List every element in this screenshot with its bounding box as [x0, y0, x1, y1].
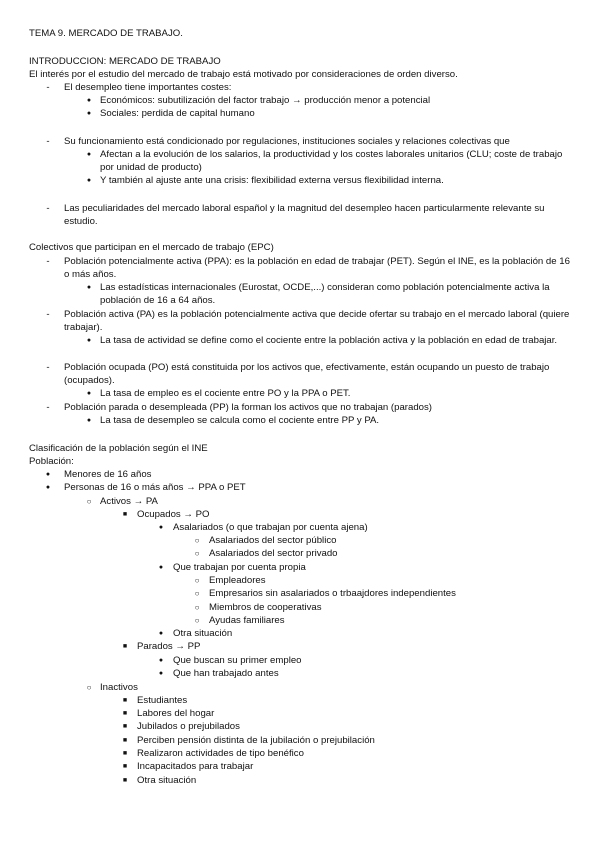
- square-bullet: ■: [122, 777, 128, 784]
- square-bullet: ■: [122, 737, 128, 744]
- poblacion-label: Población:: [29, 456, 74, 467]
- dot-bullet: ●: [86, 97, 92, 104]
- tree-trabajado-antes: Que han trabajado antes: [173, 668, 279, 679]
- tree-ocupados: Ocupados → PO: [137, 509, 210, 520]
- circle-bullet: ○: [86, 497, 92, 506]
- tree-asalariados-publico: Asalariados del sector público: [209, 535, 337, 546]
- dot-bullet: ●: [158, 524, 164, 531]
- dot-bullet: ●: [86, 337, 92, 344]
- tree-incapacitados: Incapacitados para trabajar: [137, 761, 254, 772]
- intro-item-1: El desempleo tiene importantes costes:: [64, 82, 232, 93]
- colectivo-pa-sub: La tasa de actividad se define como el cociente entre la población activa y la población en edad de trabajar.: [100, 335, 558, 346]
- intro-item-2: Su funcionamiento está condicionado por regulaciones, instituciones sociales y relaciones colectivas que: [64, 136, 510, 147]
- tree-estudiantes: Estudiantes: [137, 695, 188, 706]
- tree-labores-hogar: Labores del hogar: [137, 708, 215, 719]
- intro-lead: El interés por el estudio del mercado de trabajo está motivado por consideraciones de orden diverso.: [29, 69, 458, 80]
- dot-bullet: ●: [86, 177, 92, 184]
- square-bullet: ■: [122, 723, 128, 730]
- dash-bullet: -: [46, 82, 50, 93]
- tree-benefico: Realizaron actividades de tipo benéfico: [137, 748, 304, 759]
- intro-item-3: Las peculiaridades del mercado laboral español y la magnitud del desempleo hacen particularmente relevante su estudio.: [64, 203, 545, 227]
- tree-cuenta-propia: Que trabajan por cuenta propia: [173, 562, 306, 573]
- tree-empleadores: Empleadores: [209, 575, 266, 586]
- colectivo-pa: Población activa (PA) es la población potencialmente activa que decide ofertar su trabajo en el mercado laboral (quiere trabajar).: [64, 309, 570, 333]
- dash-bullet: -: [46, 136, 50, 147]
- tree-empresarios: Empresarios sin asalariados o trbaajdores independientes: [209, 588, 456, 599]
- dash-bullet: -: [46, 203, 50, 214]
- dot-bullet: ●: [86, 284, 92, 291]
- circle-bullet: ○: [194, 536, 200, 545]
- dot-bullet: ●: [158, 564, 164, 571]
- intro-item-1-sub-2: Sociales: perdida de capital humano: [100, 108, 255, 119]
- square-bullet: ■: [122, 643, 128, 650]
- tree-otra-situacion-ocupados: Otra situación: [173, 628, 233, 639]
- circle-bullet: ○: [86, 683, 92, 692]
- document-title: TEMA 9. MERCADO DE TRABAJO.: [29, 28, 183, 39]
- tree-personas-16: Personas de 16 o más años → PPA o PET: [64, 482, 246, 493]
- dash-bullet: -: [46, 362, 50, 373]
- dot-bullet: ●: [45, 484, 51, 491]
- circle-bullet: ○: [194, 603, 200, 612]
- tree-activos: Activos → PA: [100, 496, 158, 507]
- circle-bullet: ○: [194, 576, 200, 585]
- dash-bullet: -: [46, 309, 50, 320]
- dot-bullet: ●: [86, 417, 92, 424]
- dot-bullet: ●: [158, 670, 164, 677]
- dot-bullet: ●: [86, 390, 92, 397]
- circle-bullet: ○: [194, 616, 200, 625]
- circle-bullet: ○: [194, 589, 200, 598]
- clasificacion-heading: Clasificación de la población según el INE: [29, 443, 208, 454]
- tree-otra-situacion-inactivos: Otra situación: [137, 775, 197, 786]
- colectivo-po: Población ocupada (PO) está constituida por los activos que, efectivamente, están ocupando un puesto de trabajo (ocupados).: [64, 362, 550, 386]
- tree-pension: Perciben pensión distinta de la jubilación o prejubilación: [137, 735, 375, 746]
- dash-bullet: -: [46, 402, 50, 413]
- dash-bullet: -: [46, 256, 50, 267]
- tree-inactivos: Inactivos: [100, 682, 138, 693]
- dot-bullet: ●: [86, 151, 92, 158]
- square-bullet: ■: [122, 710, 128, 717]
- colectivo-pp-sub: La tasa de desempleo se calcula como el cociente entre PP y PA.: [100, 415, 380, 426]
- intro-item-2-sub-1: Afectan a la evolución de los salarios, la productividad y los costes laborales unitarios (CLU; coste de trabajo por unidad de producto): [100, 149, 563, 173]
- dot-bullet: ●: [158, 630, 164, 637]
- tree-cooperativas: Miembros de cooperativas: [209, 602, 322, 613]
- tree-asalariados-privado: Asalariados del sector privado: [209, 548, 338, 559]
- dot-bullet: ●: [45, 471, 51, 478]
- tree-ayudas-familiares: Ayudas familiares: [209, 615, 285, 626]
- colectivos-heading: Colectivos que participan en el mercado de trabajo (EPC): [29, 242, 274, 253]
- circle-bullet: ○: [194, 549, 200, 558]
- tree-menores: Menores de 16 años: [64, 469, 152, 480]
- colectivo-ppa: Población potencialmente activa (PPA): es la población en edad de trabajar (PET). Según el INE, es la población de 16 o más años.: [64, 256, 570, 280]
- square-bullet: ■: [122, 697, 128, 704]
- tree-jubilados: Jubilados o prejubilados: [137, 721, 240, 732]
- tree-asalariados: Asalariados (o que trabajan por cuenta ajena): [173, 522, 368, 533]
- colectivo-pp: Población parada o desempleada (PP) la forman los activos que no trabajan (parados): [64, 402, 432, 413]
- intro-heading: INTRODUCCION: MERCADO DE TRABAJO: [29, 56, 221, 67]
- square-bullet: ■: [122, 763, 128, 770]
- square-bullet: ■: [122, 511, 128, 518]
- tree-primer-empleo: Que buscan su primer empleo: [173, 655, 302, 666]
- square-bullet: ■: [122, 750, 128, 757]
- tree-parados: Parados → PP: [137, 641, 201, 652]
- dot-bullet: ●: [86, 110, 92, 117]
- intro-item-2-sub-2: Y también al ajuste ante una crisis: flexibilidad externa versus flexibilidad interna.: [100, 175, 444, 186]
- colectivo-po-sub: La tasa de empleo es el cociente entre PO y la PPA o PET.: [100, 388, 351, 399]
- intro-item-1-sub-1: Económicos: subutilización del factor trabajo → producción menor a potencial: [100, 95, 431, 106]
- colectivo-ppa-sub: Las estadísticas internacionales (Eurostat, OCDE,...) consideran como población potencialmente activa la población de 16 a 64 años.: [100, 282, 550, 306]
- dot-bullet: ●: [158, 657, 164, 664]
